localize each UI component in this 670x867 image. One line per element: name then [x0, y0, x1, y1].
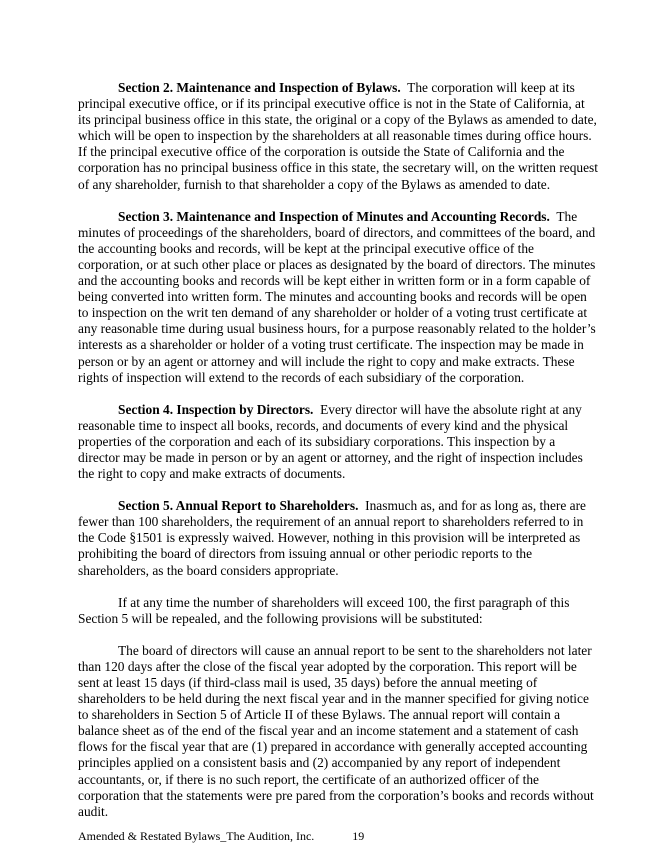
paragraph-line: the Code §1501 is expressly waived. However, nothing in this provision will be interpreted as	[78, 530, 581, 546]
paragraph-line: rights of inspection will extend to the records of each subsidiary of the corporation.	[78, 369, 525, 385]
paragraph-line: shareholders to be held during the next fiscal year and in the manner specified for giving notice	[78, 691, 589, 707]
paragraph-line: balance sheet as of the end of the fiscal year and an income statement and a statement of cash	[78, 723, 579, 739]
paragraph-line: principal executive office, or if its principal executive office is not in the State of California, at	[78, 96, 585, 112]
paragraph-line: corporation has no principal business office in this state, the secretary will, on the written request	[78, 160, 598, 176]
paragraph-line: the accounting books and records, will be kept at the principal executive office of the	[78, 240, 534, 256]
paragraph-line: If at any time the number of shareholders will exceed 100, the first paragraph of this	[118, 594, 570, 610]
section-4-paragraph	[78, 402, 588, 482]
section-5-paragraph	[78, 498, 588, 578]
paragraph-line: shareholders, as the board considers appropriate.	[78, 562, 339, 578]
paragraph-line: prohibiting the board of directors from issuing annual or other periodic reports to the	[78, 546, 533, 562]
paragraph-line: audit.	[78, 803, 109, 819]
paragraph-line: director may be made in person or by an agent or attorney, and the right of inspection includes	[78, 449, 583, 465]
paragraph-line: minutes of proceedings of the shareholders, board of directors, and committees of the board, and	[78, 224, 596, 240]
footer-document-title: Amended & Restated Bylaws_The Audition, Inc.	[78, 829, 315, 843]
section-5-annual-report-paragraph	[78, 642, 594, 820]
paragraph-line: its principal business office in this state, the original or a copy of the Bylaws as amended to date,	[78, 112, 597, 128]
paragraph-line: reasonable time to inspect all books, records, and documents of every kind and the physical	[78, 417, 569, 433]
paragraph-line: accountants, or, if there is no such report, the certificate of an authorized officer of the	[78, 771, 539, 787]
paragraph-line: corporation, or at such other place or places as designated by the board of directors. The minutes	[78, 256, 596, 272]
paragraph-line: any reasonable time during usual business hours, for a purpose reasonably related to the holder’s	[78, 321, 596, 337]
paragraph-line: being converted into written form. The minutes and accounting books and records will be open	[78, 289, 587, 305]
paragraph-line: Section 4. Inspection by Directors. Every director will have the absolute right at any	[118, 401, 582, 417]
section-3-paragraph	[78, 208, 596, 386]
paragraph-line: which will be open to inspection by the shareholders at all reasonable times during office hours.	[78, 128, 592, 144]
page-number: 19	[352, 829, 365, 843]
section-heading: Section 5. Annual Report to Shareholders.	[118, 498, 359, 514]
paragraph-line: interests as a shareholder or holder of a voting trust certificate. The inspection may be made in	[78, 337, 584, 353]
paragraph-line: Section 5. Annual Report to Shareholders. Inasmuch as, and for as long as, there are	[118, 498, 586, 514]
section-heading: Section 4. Inspection by Directors.	[118, 401, 314, 417]
section-5-substitution-paragraph	[78, 595, 588, 627]
paragraph-line: If the principal executive office of the corporation is outside the State of California and the	[78, 144, 565, 160]
paragraph-line: and the accounting books and records will be kept either in written form or in a form capable of	[78, 273, 591, 289]
paragraph-line: fewer than 100 shareholders, the requirement of an annual report to shareholders referred to in	[78, 514, 584, 530]
paragraph-line: Section 5 will be repealed, and the following provisions will be substituted:	[78, 610, 483, 626]
section-heading: Section 3. Maintenance and Inspection of Minutes and Accounting Records.	[118, 208, 550, 224]
section-heading: Section 2. Maintenance and Inspection of Bylaws.	[118, 80, 401, 95]
section-2-paragraph	[78, 80, 598, 193]
document-page	[78, 80, 598, 820]
paragraph-line: principles applied on a consistent basis and (2) accompanied by any report of independent	[78, 755, 561, 771]
paragraph-line: the right to copy and make extracts of documents.	[78, 466, 346, 482]
paragraph-line: The board of directors will cause an annual report to be sent to the shareholders not later	[118, 642, 592, 658]
paragraph-line: properties of the corporation and each of its subsidiary corporations. This inspection by a	[78, 433, 556, 449]
paragraph-line: Section 3. Maintenance and Inspection of Minutes and Accounting Records. The	[118, 208, 578, 224]
paragraph-line: Section 2. Maintenance and Inspection of Bylaws. The corporation will keep at its	[118, 80, 575, 95]
paragraph-line: than 120 days after the close of the fiscal year adopted by the corporation. This report will be	[78, 658, 577, 674]
paragraph-line: person or by an agent or attorney and will include the right to copy and make extracts. These	[78, 353, 575, 369]
page-footer	[78, 829, 364, 844]
paragraph-line: corporation that the statements were pre pared from the corporation’s books and records without	[78, 787, 594, 803]
paragraph-line: to inspection on the writ ten demand of any shareholder or holder of a voting trust certificate at	[78, 305, 588, 321]
paragraph-line: to shareholders in Section 5 of Article II of these Bylaws. The annual report will contain a	[78, 707, 561, 723]
paragraph-line: flows for the fiscal year that are (1) prepared in accordance with generally accepted accounting	[78, 739, 588, 755]
paragraph-line: sent at least 15 days (if third-class mail is used, 35 days) before the annual meeting of	[78, 675, 538, 690]
paragraph-line: of any shareholder, furnish to that shareholder a copy of the Bylaws as amended to date.	[78, 176, 551, 192]
